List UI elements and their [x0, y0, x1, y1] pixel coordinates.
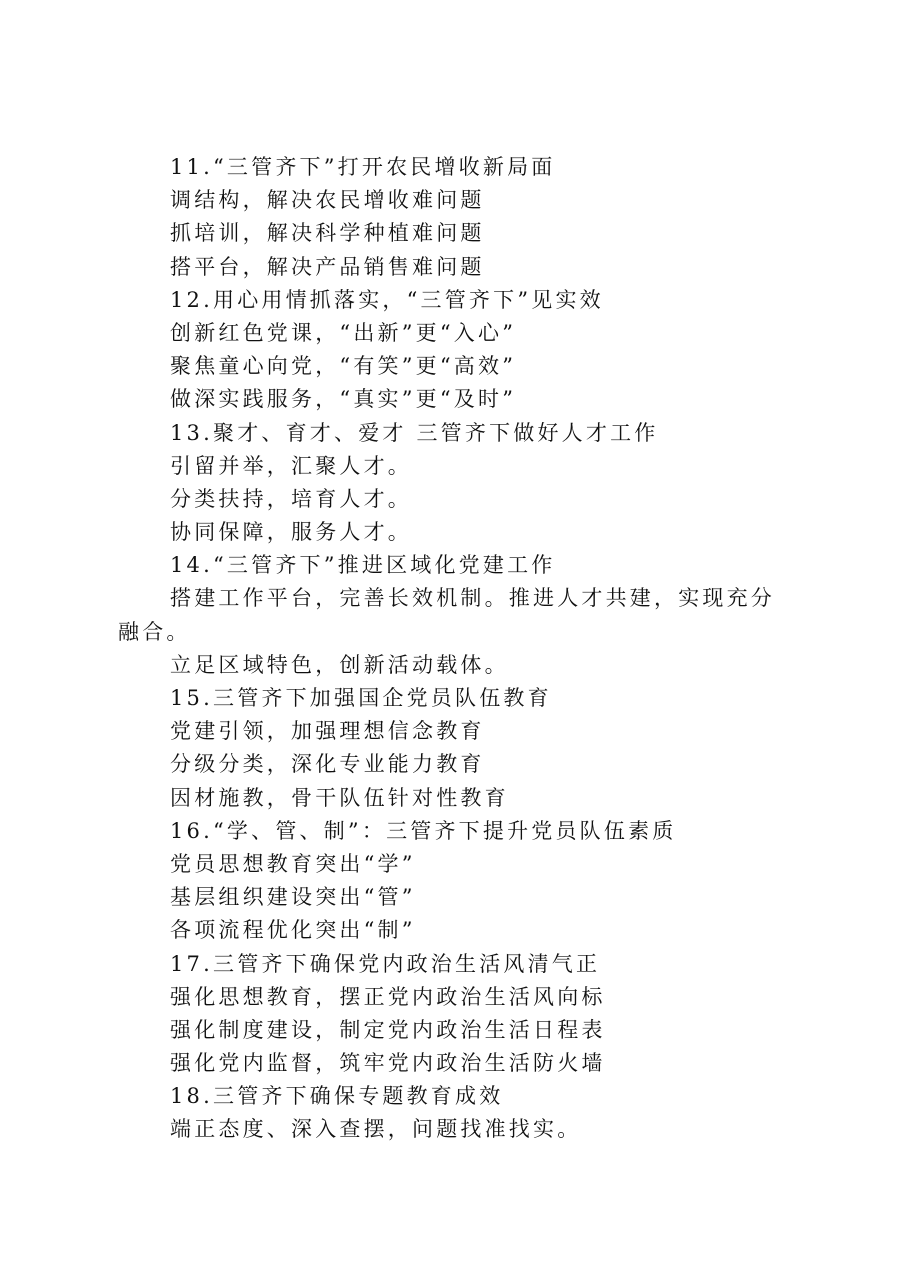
paragraph-line: 立足区域特色，创新活动载体。: [170, 652, 509, 677]
paragraph-line: 基层组织建设突出“管”: [170, 885, 416, 910]
section-heading: 11.“三管齐下”打开农民增收新局面: [170, 155, 556, 179]
paragraph-line: 协同保障，服务人才。: [170, 520, 412, 545]
paragraph-line: 因材施教，骨干队伍针对性教育: [170, 785, 509, 810]
paragraph-line: 分类扶持，培育人才。: [170, 486, 412, 511]
paragraph-line: 做深实践服务，“真实”更“及时”: [170, 387, 517, 412]
paragraph-line: 聚焦童心向党，“有笑”更“高效”: [170, 354, 517, 379]
paragraph-line: 抓培训，解决科学种植难问题: [170, 221, 485, 246]
document-body: [118, 151, 808, 1147]
paragraph-line: 各项流程优化突出“制”: [170, 918, 416, 943]
paragraph-line: 引留并举，汇聚人才。: [170, 453, 412, 478]
section-heading: 18.三管齐下确保专题教育成效: [170, 1084, 504, 1109]
section-heading: 17.三管齐下确保党内政治生活风清气正: [170, 951, 601, 976]
paragraph-line: 搭建工作平台，完善长效机制。推进人才共建，实现充分: [170, 586, 775, 611]
paragraph-line: 强化党内监督，筑牢党内政治生活防火墙: [170, 1051, 606, 1076]
paragraph-line: 端正态度、深入查摆，问题找准找实。: [170, 1117, 582, 1142]
paragraph-line: 党员思想教育突出“学”: [170, 851, 416, 876]
section-heading: 16.“学、管、制”：三管齐下提升党员队伍素质: [170, 818, 677, 843]
paragraph-line-continuation: 融合。: [118, 619, 191, 644]
section-heading: 13.聚才、育才、爱才 三管齐下做好人才工作: [170, 420, 659, 445]
paragraph-line: 强化思想教育，摆正党内政治生活风向标: [170, 984, 606, 1009]
paragraph-line: 强化制度建设，制定党内政治生活日程表: [170, 1017, 606, 1042]
section-heading: 14.“三管齐下”推进区域化党建工作: [170, 553, 556, 578]
paragraph-line: 创新红色党课，“出新”更“入心”: [170, 320, 517, 345]
paragraph-line: 调结构，解决农民增收难问题: [170, 188, 485, 213]
section-heading: 15.三管齐下加强国企党员队伍教育: [170, 686, 552, 710]
paragraph-line: 分级分类，深化专业能力教育: [170, 752, 485, 777]
section-heading: 12.用心用情抓落实，“三管齐下”见实效: [170, 287, 604, 312]
paragraph-line: 党建引领，加强理想信念教育: [170, 719, 485, 744]
paragraph-line: 搭平台，解决产品销售难问题: [170, 254, 485, 279]
